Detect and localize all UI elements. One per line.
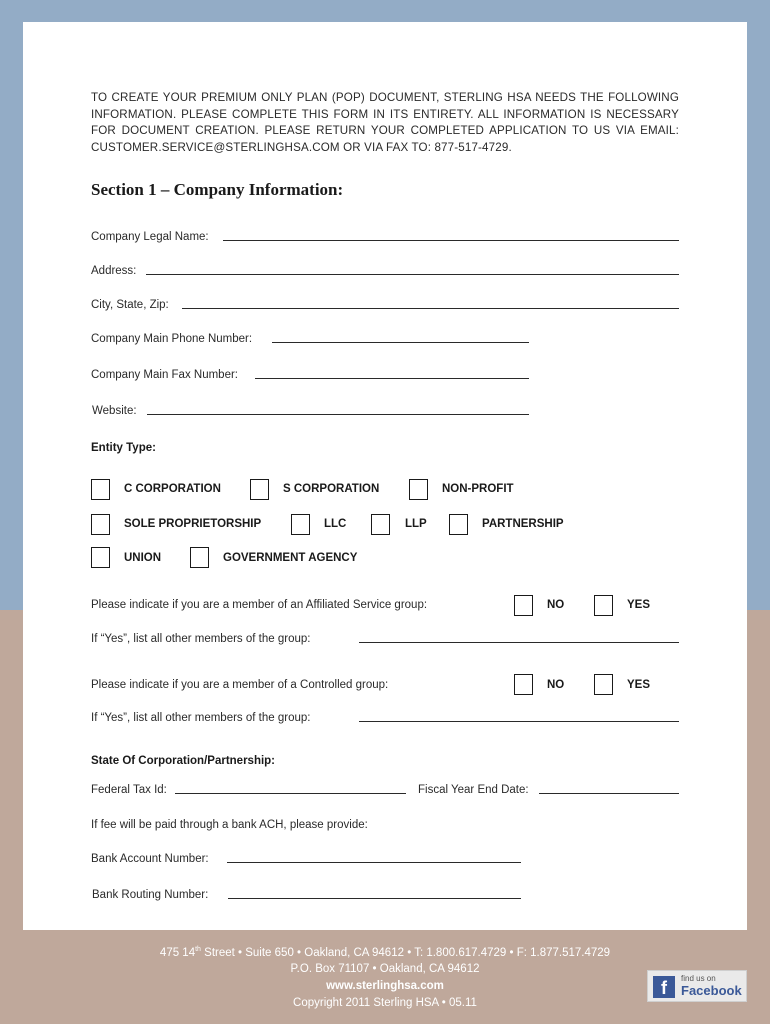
affiliated-yes-checkbox[interactable]: [594, 595, 613, 616]
form-page: [23, 22, 747, 930]
partnership-checkbox[interactable]: [449, 514, 468, 535]
main-phone-field[interactable]: [272, 342, 529, 343]
sole-proprietorship-checkbox[interactable]: [91, 514, 110, 535]
fiscal-year-end-label: Fiscal Year End Date:: [418, 784, 529, 796]
affiliated-no-checkbox[interactable]: [514, 595, 533, 616]
non-profit-checkbox[interactable]: [409, 479, 428, 500]
affiliated-list-label: If “Yes”, list all other members of the group:: [91, 633, 311, 645]
website-field[interactable]: [147, 414, 529, 415]
intro-text: TO CREATE YOUR PREMIUM ONLY PLAN (POP) DOCUMENT, STERLING HSA NEEDS THE FOLLOWING INFORMATION. PLEASE COMPLETE THIS FORM IN ITS ENTIRETY. ALL INFORMATION IS NECESSARY FOR DOCUMENT CREATION. PLEASE RETURN YOUR COMPLETED APPLICATION TO US VIA EMAIL: CUSTOMER.SERVICE@STERLINGHSA.COM OR VIA FAX TO: 877-517-4729.: [91, 91, 679, 154]
controlled-question: Please indicate if you are a member of a Controlled group:: [91, 679, 389, 691]
s-corporation-checkbox[interactable]: [250, 479, 269, 500]
ach-note: If fee will be paid through a bank ACH, please provide:: [91, 819, 368, 831]
footer-address: [0, 946, 770, 959]
company-legal-name-label: Company Legal Name:: [91, 231, 209, 243]
bank-account-label: Bank Account Number:: [91, 853, 209, 865]
affiliated-no-label: NO: [547, 599, 565, 611]
bank-routing-field[interactable]: [228, 898, 521, 899]
facebook-find-us: find us on: [681, 974, 716, 983]
footer-po-box: P.O. Box 71107 • Oakland, CA 94612: [290, 963, 480, 975]
address-label: Address:: [91, 265, 137, 277]
affiliated-question: Please indicate if you are a member of an Affiliated Service group:: [91, 599, 428, 611]
llp-checkbox[interactable]: [371, 514, 390, 535]
partnership-label: PARTNERSHIP: [482, 518, 564, 530]
company-legal-name-field[interactable]: [223, 240, 679, 241]
facebook-badge[interactable]: [647, 970, 747, 1002]
state-of-corporation-heading: State Of Corporation/Partnership:: [91, 755, 276, 767]
llp-label: LLP: [405, 518, 427, 530]
government-agency-label: GOVERNMENT AGENCY: [223, 552, 358, 564]
address-field[interactable]: [146, 274, 679, 275]
llc-label: LLC: [324, 518, 347, 530]
city-state-zip-label: City, State, Zip:: [91, 299, 169, 311]
government-agency-checkbox[interactable]: [190, 547, 209, 568]
union-checkbox[interactable]: [91, 547, 110, 568]
city-state-zip-field[interactable]: [182, 308, 679, 309]
footer-copyright: Copyright 2011 Sterling HSA • 05.11: [293, 997, 477, 1009]
facebook-label: Facebook: [681, 983, 742, 998]
bank-routing-label: Bank Routing Number:: [92, 889, 209, 901]
main-fax-field[interactable]: [255, 378, 529, 379]
controlled-list-field[interactable]: [359, 721, 679, 722]
federal-tax-id-label: Federal Tax Id:: [91, 784, 167, 796]
section-title: Section 1 – Company Information:: [91, 180, 344, 199]
controlled-list-label: If “Yes”, list all other members of the group:: [91, 712, 311, 724]
fiscal-year-end-field[interactable]: [539, 793, 679, 794]
controlled-yes-checkbox[interactable]: [594, 674, 613, 695]
footer-website-link[interactable]: www.sterlinghsa.com: [326, 980, 444, 992]
bank-account-field[interactable]: [227, 862, 521, 863]
federal-tax-id-field[interactable]: [175, 793, 406, 794]
footer-address-pre: 475 14: [159, 946, 196, 959]
main-fax-label: Company Main Fax Number:: [91, 369, 238, 381]
controlled-no-checkbox[interactable]: [514, 674, 533, 695]
non-profit-label: NON-PROFIT: [442, 483, 514, 495]
main-phone-label: Company Main Phone Number:: [91, 333, 253, 345]
union-label: UNION: [124, 552, 162, 564]
controlled-yes-label: YES: [627, 679, 651, 691]
footer-address-post: Street • Suite 650 • Oakland, CA 94612 • T: 1.800.617.4729 • F: 1.877.517.4729: [200, 946, 611, 959]
website-label: Website:: [92, 405, 137, 417]
affiliated-yes-label: YES: [627, 599, 651, 611]
footer-address-sup: th: [195, 946, 201, 953]
c-corporation-label: C CORPORATION: [124, 483, 221, 495]
facebook-icon: f: [653, 976, 675, 998]
llc-checkbox[interactable]: [291, 514, 310, 535]
s-corporation-label: S CORPORATION: [283, 483, 380, 495]
c-corporation-checkbox[interactable]: [91, 479, 110, 500]
entity-type-heading: Entity Type:: [91, 442, 156, 454]
sole-proprietorship-label: SOLE PROPRIETORSHIP: [124, 518, 262, 530]
affiliated-list-field[interactable]: [359, 642, 679, 643]
controlled-no-label: NO: [547, 679, 565, 691]
